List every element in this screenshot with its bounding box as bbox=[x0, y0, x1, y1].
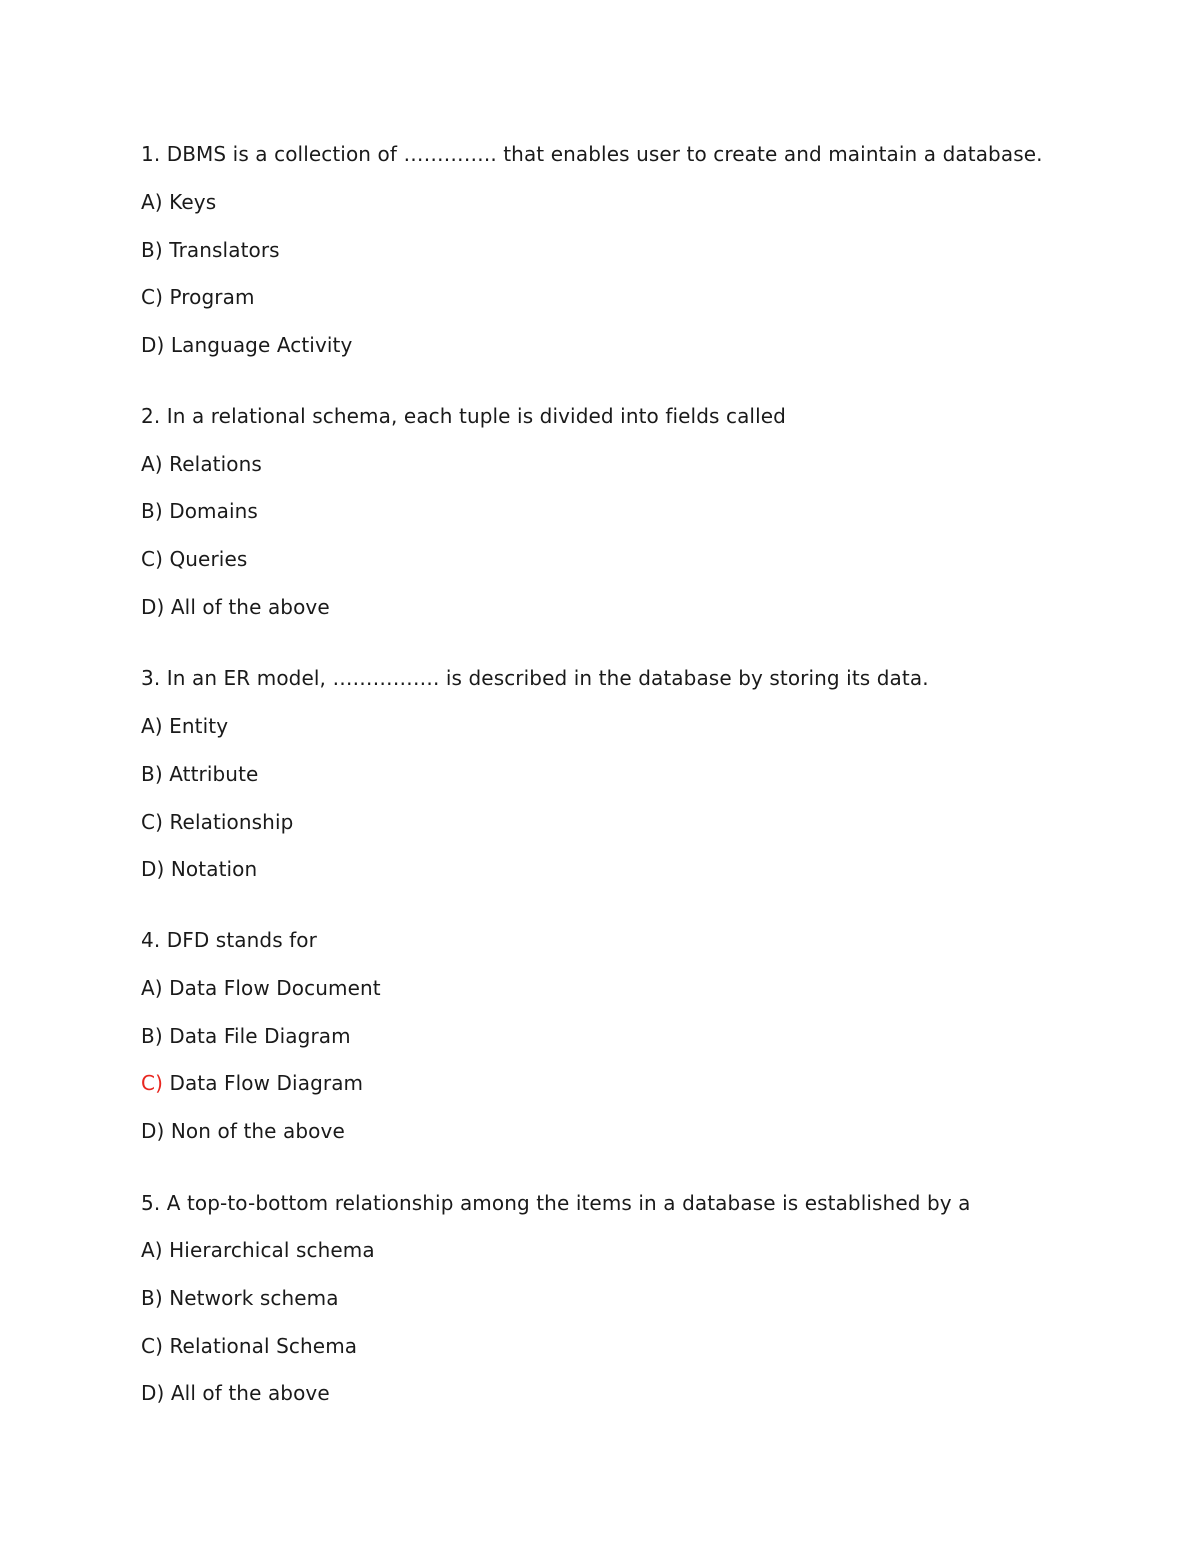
option-text: Data Flow Diagram bbox=[169, 1071, 364, 1095]
option-letter: B) bbox=[141, 499, 163, 523]
option-text: Hierarchical schema bbox=[169, 1238, 375, 1262]
option-letter: D) bbox=[141, 1381, 165, 1405]
question-2-option-c bbox=[141, 547, 247, 571]
option-text: Non of the above bbox=[170, 1119, 345, 1143]
question-4-option-d bbox=[141, 1119, 345, 1143]
option-text: Relations bbox=[169, 452, 262, 476]
question-2-option-d bbox=[141, 595, 330, 619]
option-letter: A) bbox=[141, 452, 163, 476]
option-letter: C) bbox=[141, 810, 163, 834]
option-letter: D) bbox=[141, 595, 165, 619]
question-5-text: 5. A top-to-bottom relationship among the items in a database is established by a bbox=[141, 1191, 971, 1215]
question-4-option-b bbox=[141, 1024, 351, 1048]
question-4-text: 4. DFD stands for bbox=[141, 928, 317, 952]
marked-answer-letter: C) bbox=[141, 1071, 163, 1095]
option-text: Data File Diagram bbox=[169, 1024, 351, 1048]
question-5-option-c bbox=[141, 1334, 357, 1358]
option-text: Language Activity bbox=[170, 333, 353, 357]
question-3-option-a bbox=[141, 714, 228, 738]
option-letter: A) bbox=[141, 190, 163, 214]
option-text: Queries bbox=[169, 547, 248, 571]
option-text: All of the above bbox=[170, 595, 330, 619]
option-letter: C) bbox=[141, 285, 163, 309]
question-1-option-c bbox=[141, 285, 255, 309]
option-letter: B) bbox=[141, 1286, 163, 1310]
question-5-option-a bbox=[141, 1238, 375, 1262]
question-3-option-d bbox=[141, 857, 257, 881]
option-letter: B) bbox=[141, 238, 163, 262]
option-text: Keys bbox=[169, 190, 217, 214]
option-letter: A) bbox=[141, 1238, 163, 1262]
question-2-option-a bbox=[141, 452, 262, 476]
option-text: Domains bbox=[169, 499, 258, 523]
question-1-option-d bbox=[141, 333, 352, 357]
question-4-option-c bbox=[141, 1071, 363, 1095]
question-3-option-c bbox=[141, 810, 293, 834]
option-text: Relational Schema bbox=[169, 1334, 358, 1358]
option-text: Notation bbox=[170, 857, 258, 881]
option-letter: C) bbox=[141, 547, 163, 571]
option-text: Relationship bbox=[169, 810, 294, 834]
option-text: Program bbox=[169, 285, 255, 309]
option-text: All of the above bbox=[170, 1381, 330, 1405]
option-letter: D) bbox=[141, 857, 165, 881]
option-text: Data Flow Document bbox=[169, 976, 381, 1000]
option-letter: C) bbox=[141, 1334, 163, 1358]
option-letter: D) bbox=[141, 333, 165, 357]
question-3-option-b bbox=[141, 762, 258, 786]
question-5-option-b bbox=[141, 1286, 339, 1310]
question-5-option-d bbox=[141, 1381, 330, 1405]
question-1-option-a bbox=[141, 190, 216, 214]
question-4-option-a bbox=[141, 976, 381, 1000]
option-text: Attribute bbox=[169, 762, 259, 786]
option-text: Entity bbox=[169, 714, 229, 738]
question-1-text: 1. DBMS is a collection of ………….. that enables user to create and maintain a database. bbox=[141, 142, 1043, 166]
question-1-option-b bbox=[141, 238, 280, 262]
question-2-option-b bbox=[141, 499, 258, 523]
option-letter: B) bbox=[141, 1024, 163, 1048]
question-2-text: 2. In a relational schema, each tuple is divided into fields called bbox=[141, 404, 786, 428]
question-3-text: 3. In an ER model, ……………. is described in the database by storing its data. bbox=[141, 666, 929, 690]
option-letter: D) bbox=[141, 1119, 165, 1143]
option-letter: A) bbox=[141, 976, 163, 1000]
option-letter: A) bbox=[141, 714, 163, 738]
option-letter: B) bbox=[141, 762, 163, 786]
option-text: Network schema bbox=[169, 1286, 339, 1310]
option-text: Translators bbox=[169, 238, 280, 262]
